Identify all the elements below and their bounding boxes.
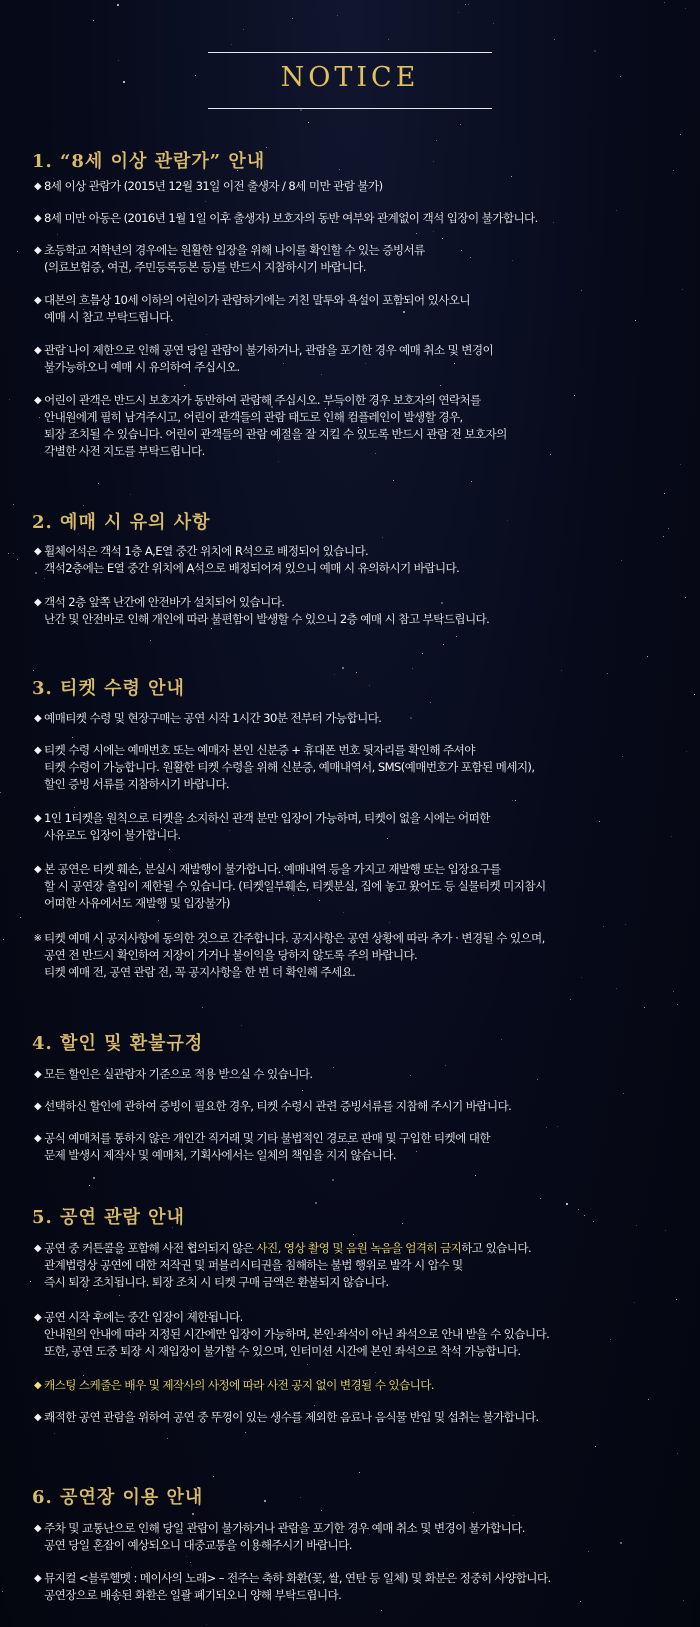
- star-decoration: [130, 494, 131, 495]
- star-decoration: [211, 628, 212, 629]
- diamond-bullet-icon: ◆: [33, 181, 42, 192]
- diamond-bullet-icon: ◆: [33, 864, 42, 875]
- star-decoration: [169, 849, 170, 850]
- star-decoration: [570, 999, 571, 1000]
- notice-item: [32, 292, 692, 326]
- star-decoration: [465, 4, 466, 5]
- star-decoration: [393, 480, 394, 481]
- star-decoration: [278, 461, 279, 462]
- star-decoration: [302, 1090, 303, 1091]
- star-decoration: [72, 737, 73, 738]
- title-top-rule: [208, 52, 492, 53]
- star-decoration: [460, 124, 461, 125]
- diamond-bullet-icon: ◆: [33, 1101, 42, 1112]
- diamond-bullet-icon: ◆: [33, 295, 42, 306]
- star-decoration: [206, 1624, 207, 1625]
- star-decoration: [497, 1096, 498, 1097]
- star-decoration: [118, 60, 119, 61]
- star-decoration: [440, 385, 441, 386]
- item-line: 객석 2층 앞쪽 난간에 안전바가 설치되어 있습니다.: [44, 595, 285, 609]
- section-title-viewing-guide: 5. 공연 관람 안내: [32, 1207, 185, 1228]
- star-decoration: [578, 1209, 579, 1210]
- star-decoration: [264, 1500, 266, 1502]
- star-decoration: [54, 1433, 55, 1434]
- star-decoration: [636, 1225, 637, 1226]
- star-decoration: [192, 1513, 194, 1515]
- star-decoration: [507, 520, 508, 521]
- item-line: 선택하신 할인에 관하여 증빙이 필요한 경우, 티켓 수령시 관련 증빙서류를 지참해 주시기 바랍니다.: [44, 1099, 512, 1113]
- star-decoration: [307, 1364, 308, 1365]
- item-line: 관람 나이 제한으로 인해 공연 당일 관람이 불가하거나, 관람을 포기한 경우 예매 취소 및 변경이: [44, 343, 494, 357]
- star-decoration: [682, 289, 683, 290]
- item-line: 예매 시 참고 부탁드립니다.: [44, 310, 173, 324]
- star-decoration: [131, 1567, 132, 1568]
- star-decoration: [9, 399, 10, 400]
- star-decoration: [339, 169, 340, 170]
- star-decoration: [581, 290, 582, 291]
- star-decoration: [17, 251, 18, 252]
- star-decoration: [433, 161, 434, 162]
- star-decoration: [158, 920, 159, 921]
- notice-item: [32, 1130, 692, 1164]
- notice-item-highlight: [32, 1377, 692, 1394]
- note-mark-icon: ※: [33, 933, 42, 944]
- star-decoration: [584, 1215, 585, 1216]
- star-decoration: [566, 1203, 568, 1205]
- star-decoration: [664, 2, 665, 3]
- item-line: 대본의 흐름상 10세 이하의 어린이가 관람하기에는 거친 말투와 욕설이 포함되어 있사오니: [44, 293, 470, 307]
- star-decoration: [382, 537, 383, 538]
- star-decoration: [213, 1476, 214, 1477]
- item-line: 난간 및 안전바로 인해 개인에 따라 불편함이 발생할 수 있으니 2층 예매 시 참고 부탁드립니다.: [44, 612, 490, 626]
- casting-schedule-notice: 캐스팅 스케줄은 배우 및 제작사의 사정에 따라 사전 공지 없이 변경될 수 있습니다.: [44, 1378, 434, 1392]
- star-decoration: [680, 134, 681, 135]
- notice-item: [32, 710, 692, 727]
- item-line: 즉시 퇴장 조치됩니다. 퇴장 조치 시 티켓 구매 금액은 환불되지 않습니다.: [44, 1275, 389, 1289]
- star-decoration: [83, 1375, 84, 1376]
- star-decoration: [412, 668, 413, 669]
- star-decoration: [430, 702, 431, 703]
- star-decoration: [321, 1510, 322, 1511]
- item-line: 공연 시작 후에는 중간 입장이 제한됩니다.: [44, 1310, 243, 1324]
- star-decoration: [98, 483, 99, 484]
- star-decoration: [0, 792, 1, 793]
- notice-item: [32, 861, 692, 912]
- item-line: 티켓 수령이 가능합니다. 원활한 티켓 수령을 위해 신분증, 예매내역서, SMS(예매번호가 포함된 메세지),: [44, 760, 535, 774]
- highlighted-warning: 사진, 영상 촬영 및 음원 녹음을 엄격히 금지: [256, 1241, 462, 1255]
- item-line: 불가능하오니 예매 시 유의하여 주십시오.: [44, 360, 240, 374]
- star-decoration: [402, 1223, 403, 1224]
- star-decoration: [93, 1177, 95, 1179]
- notice-item: [32, 742, 692, 793]
- item-line: 쾌적한 공연 관람을 위하여 공연 중 뚜껑이 있는 생수를 제외한 음료나 음식물 반입 및 섭취는 불가합니다.: [44, 1410, 539, 1424]
- star-decoration: [205, 201, 206, 202]
- star-decoration: [625, 924, 626, 925]
- star-decoration: [119, 1295, 120, 1296]
- diamond-bullet-icon: ◆: [33, 713, 42, 724]
- star-decoration: [607, 673, 608, 674]
- star-decoration: [186, 1556, 187, 1557]
- section-title-ticket-pickup: 3. 티켓 수령 안내: [32, 678, 185, 699]
- item-line: 뮤지컬 <블루헬멧 : 메이사의 노래> – 전주는 축하 화환(꽃, 쌀, 연탄 등 일체) 및 화분은 정중히 사양합니다.: [44, 1571, 551, 1585]
- star-decoration: [89, 1185, 90, 1186]
- star-decoration: [623, 1093, 624, 1094]
- star-decoration: [663, 536, 664, 537]
- star-decoration: [493, 23, 494, 24]
- star-decoration: [315, 1202, 317, 1204]
- star-decoration: [369, 685, 370, 686]
- star-decoration: [665, 1230, 666, 1231]
- star-decoration: [561, 670, 562, 671]
- notice-item: [32, 594, 692, 628]
- notice-item: [32, 1409, 692, 1426]
- item-line: 퇴장 조치될 수 있습니다. 어린이 관객들의 관람 예절을 잘 지킬 수 있도록 반드시 관람 전 보호자의: [44, 427, 507, 441]
- star-decoration: [342, 667, 344, 669]
- star-decoration: [3, 939, 4, 940]
- diamond-bullet-icon: ◆: [33, 213, 42, 224]
- star-decoration: [443, 644, 444, 645]
- star-decoration: [20, 917, 21, 918]
- star-decoration: [473, 1512, 474, 1513]
- star-decoration: [150, 640, 151, 641]
- star-decoration: [458, 12, 459, 13]
- item-line: 공식 예매처를 통하지 않은 개인간 직거래 및 기타 불법적인 경로로 판매 및 구입한 티켓에 대한: [44, 1131, 490, 1145]
- notice-item: [32, 342, 692, 376]
- diamond-bullet-icon: ◆: [33, 745, 42, 756]
- star-decoration: [83, 505, 84, 506]
- notice-item: [32, 178, 692, 195]
- diamond-bullet-icon: ◆: [33, 1312, 42, 1323]
- section-title-venue-guide: 6. 공연장 이용 안내: [32, 1487, 204, 1508]
- section-title-age-rating: 1. “8세 이상 관람가” 안내: [32, 151, 266, 172]
- item-line-prefix: 공연 중 커튼콜을 포함해 사전 협의되지 않은: [44, 1241, 257, 1255]
- notice-item: [32, 1309, 692, 1360]
- star-decoration: [648, 1399, 649, 1400]
- star-decoration: [13, 553, 14, 554]
- star-decoration: [44, 578, 45, 579]
- item-line: 휠체어석은 객석 1층 A,E열 중간 위치에 R석으로 배정되어 있습니다.: [44, 544, 369, 558]
- item-line: 안내원에게 필히 남겨주시고, 어린이 관객들의 관람 태도로 인해 컴플레인이 발생할 경우,: [44, 410, 463, 424]
- diamond-bullet-icon: ◆: [33, 1243, 42, 1254]
- item-line-suffix: 하고 있습니다.: [461, 1241, 532, 1255]
- notice-item: [32, 1066, 692, 1083]
- star-decoration: [593, 1221, 594, 1222]
- notice-item: [32, 1520, 692, 1554]
- star-decoration: [694, 694, 695, 695]
- star-decoration: [190, 1562, 191, 1563]
- star-decoration: [680, 464, 681, 465]
- diamond-bullet-icon: ◆: [33, 813, 42, 824]
- star-decoration: [93, 20, 94, 21]
- star-decoration: [375, 1372, 376, 1373]
- star-decoration: [595, 1446, 596, 1447]
- item-line: 또한, 공연 도중 퇴장 시 재입장이 불가할 수 있으며, 인터미션 시간에 본인 좌석으로 착석 가능합니다.: [44, 1344, 521, 1358]
- star-decoration: [231, 44, 232, 45]
- item-line: 관계법령상 공연에 대한 저작권 및 퍼블리시티권을 침해하는 불법 행위로 발각 시 압수 및: [44, 1258, 463, 1272]
- star-decoration: [334, 674, 335, 675]
- item-line: 문제 발생시 제작사 및 예매처, 기획사에서는 일체의 책임을 지지 않습니다.: [44, 1148, 396, 1162]
- star-decoration: [140, 858, 141, 859]
- star-decoration: [677, 1004, 678, 1005]
- item-line: 주차 및 교통난으로 인해 당일 관람이 불가하거나 관람을 포기한 경우 예매 취소 및 변경이 불가합니다.: [44, 1521, 525, 1535]
- star-decoration: [332, 1179, 334, 1181]
- star-decoration: [677, 1453, 678, 1454]
- star-decoration: [388, 39, 389, 40]
- diamond-bullet-icon: ◆: [33, 1069, 42, 1080]
- star-decoration: [314, 1405, 315, 1406]
- star-decoration: [673, 170, 674, 171]
- item-line: 할 시 공연장 출입이 제한될 수 있습니다. (티켓일부훼손, 티켓분실, 집에 놓고 왔어도 등 실물티켓 미지참시: [44, 879, 546, 893]
- star-decoration: [557, 1126, 558, 1127]
- item-line: 티켓 예매 전, 공연 관람 전, 꼭 공지사항을 한 번 더 확인해 주세요.: [44, 965, 356, 979]
- diamond-bullet-icon: ◆: [33, 1380, 42, 1391]
- star-decoration: [468, 4, 469, 5]
- notice-item: [32, 810, 692, 844]
- star-decoration: [241, 1025, 242, 1026]
- item-line: 8세 이상 관람가 (2015년 12월 31일 이전 출생자 / 8세 미만 관람 불가): [44, 179, 383, 193]
- star-decoration: [475, 1175, 476, 1176]
- section-title-discount-refund: 4. 할인 및 환불규정: [32, 1033, 204, 1054]
- section-title-booking-precautions: 2. 예매 시 유의 사항: [32, 512, 211, 533]
- diamond-bullet-icon: ◆: [33, 395, 42, 406]
- star-decoration: [300, 109, 302, 111]
- diamond-bullet-icon: ◆: [33, 1573, 42, 1584]
- item-line: 초등학교 저학년의 경우에는 원활한 입장을 위해 나이를 확인할 수 있는 증빙서류: [44, 243, 425, 257]
- item-line: 할인 증빙 서류를 지참하시기 바랍니다.: [44, 777, 230, 791]
- item-line: 티켓 수령 시에는 예매번호 또는 예매자 본인 신분증 + 휴대폰 번호 뒷자리를 확인해 주셔야: [44, 743, 475, 757]
- star-decoration: [501, 1039, 502, 1040]
- star-decoration: [353, 1234, 354, 1235]
- star-decoration: [74, 807, 75, 808]
- star-decoration: [456, 636, 457, 637]
- star-decoration: [673, 991, 674, 992]
- star-decoration: [57, 234, 58, 235]
- star-decoration: [308, 122, 309, 123]
- item-line: 8세 미만 아동은 (2016년 1월 1일 이후 출생자) 보호자의 동반 여부와 관계없이 객석 입장이 불가합니다.: [44, 211, 538, 225]
- item-line: 사유로도 입장이 불가합니다.: [44, 828, 181, 842]
- item-line: 티켓 예매 시 공지사항에 동의한 것으로 간주합니다. 공지사항은 공연 상황에 따라 추가 · 변경될 수 있으며,: [44, 931, 545, 945]
- star-decoration: [381, 1610, 382, 1611]
- star-decoration: [616, 988, 617, 989]
- notice-item: [32, 1098, 692, 1115]
- star-decoration: [292, 18, 293, 19]
- notice-item: [32, 210, 692, 227]
- star-decoration: [117, 4, 119, 6]
- item-line: 어린이 관객은 반드시 보호자가 동반하여 관람해 주십시오. 부득이한 경우 보호자의 연락처를: [44, 393, 481, 407]
- star-decoration: [343, 912, 344, 913]
- notice-item: [32, 242, 692, 276]
- star-decoration: [634, 1302, 635, 1303]
- notice-item: [32, 543, 692, 577]
- diamond-bullet-icon: ◆: [33, 1412, 42, 1423]
- item-line: 안내원의 안내에 따라 지정된 시간에만 입장이 가능하며, 본인 좌석이 아닌 좌석으로 안내 받을 수 있습니다.: [44, 1327, 550, 1341]
- item-line: 어떠한 사유에서도 재발행 및 입장불가): [44, 896, 230, 910]
- notice-item: [32, 1570, 692, 1604]
- star-decoration: [664, 493, 665, 494]
- star-decoration: [515, 800, 516, 801]
- star-decoration: [422, 653, 423, 654]
- star-decoration: [436, 140, 437, 141]
- star-decoration: [266, 147, 267, 148]
- star-decoration: [644, 1007, 645, 1008]
- star-decoration: [337, 15, 338, 16]
- item-line: 모든 할인은 실관람자 기준으로 적용 받으실 수 있습니다.: [44, 1067, 313, 1081]
- notice-item: [32, 392, 692, 460]
- diamond-bullet-icon: ◆: [33, 546, 42, 557]
- star-decoration: [243, 29, 244, 30]
- star-decoration: [167, 1438, 168, 1439]
- star-decoration: [594, 50, 596, 52]
- star-decoration: [511, 176, 512, 177]
- star-decoration: [685, 8, 686, 9]
- star-decoration: [603, 926, 604, 927]
- star-decoration: [300, 1497, 301, 1498]
- star-decoration: [202, 1007, 203, 1008]
- star-decoration: [676, 1299, 677, 1300]
- diamond-bullet-icon: ◆: [33, 1133, 42, 1144]
- star-decoration: [389, 922, 390, 923]
- star-decoration: [647, 656, 648, 657]
- star-decoration: [546, 1127, 547, 1128]
- star-decoration: [245, 1432, 246, 1433]
- star-decoration: [2, 1591, 3, 1592]
- item-line: 객석2층에는 E열 중간 위치에 A석으로 배정되어져 있으니 예매 시 유의하시기 바랍니다.: [44, 561, 460, 575]
- item-line: 공연장으로 배송된 화환은 일괄 폐기되오니 양해 부탁드립니다.: [44, 1588, 342, 1602]
- star-decoration: [33, 670, 34, 671]
- star-decoration: [13, 504, 14, 505]
- star-decoration: [30, 1281, 31, 1282]
- diamond-bullet-icon: ◆: [33, 245, 42, 256]
- star-decoration: [359, 1472, 360, 1473]
- item-line: (의료보험증, 여권, 주민등록등본 등)를 반드시 지참하시기 바랍니다.: [44, 260, 366, 274]
- title-bottom-rule: [208, 108, 492, 109]
- diamond-bullet-icon: ◆: [33, 597, 42, 608]
- diamond-bullet-icon: ◆: [33, 345, 42, 356]
- notice-note-item: [32, 930, 692, 981]
- star-decoration: [433, 231, 434, 232]
- star-decoration: [17, 559, 18, 560]
- star-decoration: [8, 553, 9, 554]
- star-decoration: [206, 334, 207, 335]
- star-decoration: [471, 481, 472, 482]
- notice-item: [32, 1240, 692, 1291]
- star-decoration: [513, 1515, 514, 1516]
- item-line: 각별한 사전 지도를 부탁드립니다.: [44, 444, 205, 458]
- item-line: 공연 당일 혼잡이 예상되오니 대중교통을 이용해주시기 바랍니다.: [44, 1538, 352, 1552]
- star-decoration: [416, 233, 417, 234]
- star-decoration: [512, 800, 513, 801]
- item-line: 예매티켓 수령 및 현장구매는 공연 시작 1시간 30분 전부터 가능합니다.: [44, 711, 382, 725]
- diamond-bullet-icon: ◆: [33, 1523, 42, 1534]
- item-line: 본 공연은 티켓 훼손, 분실시 재발행이 불가합니다. 예매내역 등을 가지고 재발행 또는 입장요구를: [44, 862, 501, 876]
- star-decoration: [668, 528, 669, 529]
- star-decoration: [442, 238, 443, 239]
- star-decoration: [554, 39, 555, 40]
- notice-title: NOTICE: [280, 62, 420, 93]
- star-decoration: [356, 672, 357, 673]
- star-decoration: [540, 1198, 541, 1199]
- item-line: 1인 1티켓을 원칙으로 티켓을 소지하신 관객 분만 입장이 가능하며, 티켓이 없을 시에는 어떠한: [44, 811, 490, 825]
- item-line: 공연 전 반드시 확인하여 지장이 가거나 불이익을 당하지 않도록 주의 바랍니다.: [44, 948, 418, 962]
- item-line: [44, 1240, 692, 1257]
- star-decoration: [184, 385, 185, 386]
